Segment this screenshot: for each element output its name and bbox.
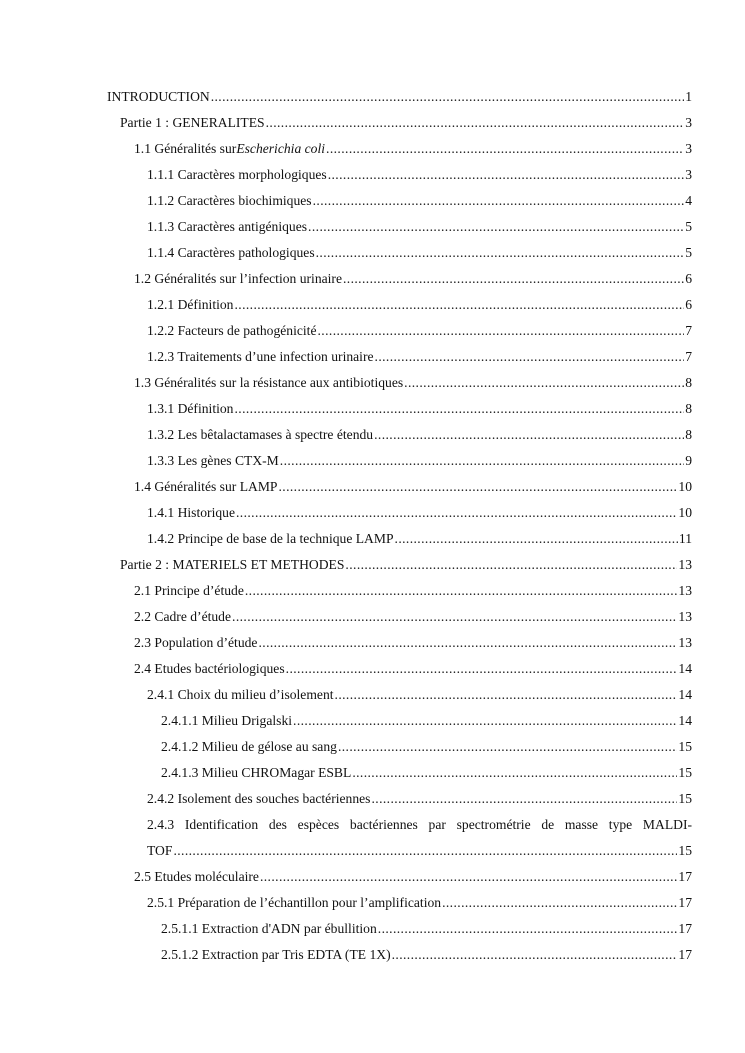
toc-page-number: 17 [678, 921, 692, 936]
toc-entry[interactable] [161, 760, 692, 786]
toc-entry-label: Partie 1 : GENERALITES [120, 115, 265, 130]
toc-entry[interactable] [120, 552, 692, 578]
toc-entry[interactable] [161, 916, 692, 942]
toc-entry[interactable] [134, 604, 692, 630]
toc-entry[interactable] [134, 266, 692, 292]
dot-leader [326, 136, 684, 162]
toc-page-number: 1 [685, 89, 692, 104]
toc-entry-label: 2.5.1.1 Extraction d'ADN par ébullition [161, 921, 377, 936]
toc-entry-label: 1.4.1 Historique [147, 505, 235, 520]
toc-entry[interactable] [147, 240, 692, 266]
dot-leader [173, 838, 677, 864]
toc-entry-label: 1.1.2 Caractères biochimiques [147, 193, 312, 208]
toc-page-number: 6 [685, 271, 692, 286]
toc-entry-label: 2.4 Etudes bactériologiques [134, 661, 285, 676]
toc-page-number: 14 [678, 713, 692, 728]
toc-entry[interactable] [134, 474, 692, 500]
toc-page-number: 10 [678, 479, 692, 494]
toc-page-number: 13 [678, 557, 692, 572]
toc-entry-label: 2.4.1.2 Milieu de gélose au sang [161, 739, 337, 754]
toc-entry-label: 1.3.2 Les bêtalactamases à spectre étendu [147, 427, 374, 442]
dot-leader [392, 942, 678, 968]
toc-entry-label: 1.2.2 Facteurs de pathogénicité [147, 323, 317, 338]
table-of-contents [0, 84, 745, 968]
toc-page-number: 13 [678, 609, 692, 624]
toc-page-number: 17 [678, 869, 692, 884]
toc-entry[interactable] [147, 682, 692, 708]
dot-leader [286, 656, 678, 682]
toc-entry[interactable] [134, 136, 692, 162]
dot-leader [232, 604, 677, 630]
toc-page-number: 5 [685, 219, 692, 234]
toc-entry-label: 1.2.1 Définition [147, 297, 234, 312]
toc-page-number: 3 [685, 167, 692, 182]
toc-page-number: 10 [678, 505, 692, 520]
toc-entry-label: 1.1.1 Caractères morphologiques [147, 167, 327, 182]
dot-leader [211, 84, 685, 110]
toc-page-number: 15 [678, 791, 692, 806]
toc-entry[interactable] [147, 292, 692, 318]
dot-leader [234, 396, 684, 422]
toc-entry-label: 1.1 Généralités sur [134, 141, 237, 156]
toc-entry[interactable] [161, 708, 692, 734]
toc-entry[interactable] [147, 500, 692, 526]
dot-leader [343, 266, 684, 292]
toc-entry-label: INTRODUCTION [107, 89, 210, 104]
dot-leader [234, 292, 684, 318]
toc-page-number: 9 [685, 453, 692, 468]
dot-leader [375, 344, 685, 370]
toc-entry-label: 2.4.2 Isolement des souches bactériennes [147, 791, 371, 806]
dot-leader [318, 318, 685, 344]
toc-entry[interactable] [147, 422, 692, 448]
dot-leader [245, 578, 678, 604]
dot-leader [280, 448, 684, 474]
toc-entry[interactable] [147, 188, 692, 214]
toc-entry-label: 2.4.1.1 Milieu Drigalski [161, 713, 293, 728]
toc-page-number: 3 [685, 115, 692, 130]
toc-entry[interactable] [147, 838, 692, 864]
toc-entry-label: 2.3 Population d’étude [134, 635, 258, 650]
toc-page-number: 17 [678, 895, 692, 910]
toc-entry[interactable] [161, 942, 692, 968]
toc-entry[interactable] [134, 370, 692, 396]
toc-page-number: 8 [685, 401, 692, 416]
toc-entry-label: 2.2 Cadre d’étude [134, 609, 232, 624]
toc-entry-label: 1.3.3 Les gènes CTX-M [147, 453, 279, 468]
toc-entry-label: 2.5.1.2 Extraction par Tris EDTA (TE 1X) [161, 947, 391, 962]
toc-page-number: 4 [685, 193, 692, 208]
toc-entry[interactable] [147, 448, 692, 474]
toc-entry[interactable] [147, 344, 692, 370]
dot-leader [352, 760, 677, 786]
toc-entry[interactable] [134, 864, 692, 890]
toc-entry-label: 2.5 Etudes moléculaire [134, 869, 259, 884]
dot-leader [236, 500, 677, 526]
toc-page-number: 13 [678, 583, 692, 598]
toc-entry[interactable] [147, 396, 692, 422]
toc-entry-label: Partie 2 : MATERIELS ET METHODES [120, 557, 345, 572]
toc-page-number: 5 [685, 245, 692, 260]
toc-page-number: 7 [685, 323, 692, 338]
toc-page-number: 14 [678, 687, 692, 702]
dot-leader [266, 110, 685, 136]
toc-entry-label-italic: Escherichia coli [236, 141, 326, 156]
toc-page-number: 14 [678, 661, 692, 676]
toc-page-number: 11 [678, 531, 692, 546]
dot-leader [338, 734, 677, 760]
toc-entry[interactable] [120, 110, 692, 136]
dot-leader [278, 474, 677, 500]
toc-entry-label: 1.1.3 Caractères antigéniques [147, 219, 308, 234]
toc-entry-label: TOF [147, 843, 173, 858]
toc-page-number: 15 [678, 843, 692, 858]
toc-entry-label: 2.4.1.3 Milieu CHROMagar ESBL [161, 765, 352, 780]
dot-leader [374, 422, 684, 448]
toc-entry[interactable] [147, 786, 692, 812]
toc-entry-label: 1.3 Généralités sur la résistance aux antibiotiques [134, 375, 404, 390]
toc-entry-label: 1.3.1 Définition [147, 401, 234, 416]
toc-entry-label: 1.2 Généralités sur l’infection urinaire [134, 271, 342, 286]
toc-page-number: 15 [678, 739, 692, 754]
dot-leader [308, 214, 684, 240]
toc-page-number: 8 [685, 375, 692, 390]
toc-entry[interactable] [134, 630, 692, 656]
dot-leader [335, 682, 678, 708]
toc-entry[interactable] [161, 734, 692, 760]
toc-entry-label: 1.1.4 Caractères pathologiques [147, 245, 315, 260]
toc-page-number: 6 [685, 297, 692, 312]
dot-leader [328, 162, 685, 188]
dot-leader [316, 240, 685, 266]
toc-entry-label: 2.4.1 Choix du milieu d’isolement [147, 687, 334, 702]
toc-page-number: 7 [685, 349, 692, 364]
dot-leader [404, 370, 684, 396]
dot-leader [378, 916, 678, 942]
toc-page-number: 3 [685, 141, 692, 156]
toc-entry[interactable] [147, 526, 692, 552]
toc-entry[interactable] [134, 656, 692, 682]
dot-leader [371, 786, 677, 812]
toc-entry-label: 2.1 Principe d’étude [134, 583, 244, 598]
dot-leader [293, 708, 677, 734]
dot-leader [395, 526, 678, 552]
dot-leader [260, 864, 677, 890]
toc-entry-label: 1.4 Généralités sur LAMP [134, 479, 278, 494]
toc-page-number: 8 [685, 427, 692, 442]
dot-leader [442, 890, 677, 916]
dot-leader [345, 552, 677, 578]
dot-leader [258, 630, 677, 656]
toc-page-number: 17 [678, 947, 692, 962]
toc-entry[interactable] [147, 890, 692, 916]
toc-page-number: 15 [678, 765, 692, 780]
toc-entry-label: 1.2.3 Traitements d’une infection urinaire [147, 349, 374, 364]
toc-entry[interactable] [134, 578, 692, 604]
toc-entry[interactable] [147, 318, 692, 344]
toc-entry[interactable] [147, 162, 692, 188]
toc-entry-label: 2.5.1 Préparation de l’échantillon pour l’amplification [147, 895, 442, 910]
toc-entry[interactable] [107, 84, 692, 110]
dot-leader [313, 188, 685, 214]
toc-entry[interactable] [147, 214, 692, 240]
toc-page-number: 13 [678, 635, 692, 650]
toc-entry-label[interactable]: 2.4.3 Identification des espèces bactériennes par spectrométrie de masse type MALDI- [147, 817, 692, 832]
toc-entry-label: 1.4.2 Principe de base de la technique LAMP [147, 531, 394, 546]
